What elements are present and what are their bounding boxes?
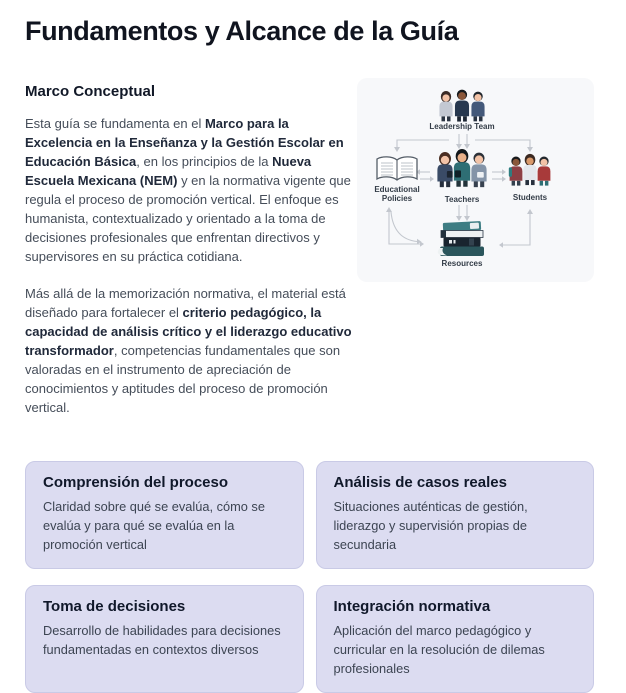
- open-book-icon: [377, 157, 417, 180]
- card-title: Toma de decisiones: [43, 598, 186, 616]
- card-title: Integración normativa: [333, 598, 491, 616]
- card-body: Aplicación del marco pedagógico y curricular en la resolución de dilemas profesionales: [333, 623, 545, 677]
- label-resources: Resources: [441, 259, 483, 269]
- card-comprension-del-proceso: [25, 461, 304, 569]
- card-body: Desarrollo de habilidades para decisiones fundamentadas en contextos diversos: [43, 623, 281, 658]
- label-leadership-team: Leadership Team: [429, 122, 495, 132]
- label-educational-policies: Educational Policies: [374, 185, 420, 204]
- card-toma-de-decisiones: [25, 585, 304, 693]
- content-columns: [25, 83, 594, 435]
- section-heading: Marco Conceptual: [25, 83, 156, 101]
- paragraph-1: Esta guía se fundamenta en el Marco para la Excelencia en la Enseñanza y la Gestión Escolar en Educación Básica, en los principios de la Nueva Escuela Mexicana (NEM) y en la normativa vigente que regula el proceso de promoción vertical. El enfoque es humanista, contextualizado y orientado a la toma de decisiones profesionales que enfrentan directivos y supervisores en su práctica cotidiana.: [25, 116, 351, 265]
- education-diagram: [357, 78, 594, 282]
- feature-cards: [25, 461, 594, 693]
- card-body: Situaciones auténticas de gestión, liderazgo y supervisión propias de secundaria: [333, 499, 528, 553]
- card-analisis-de-casos-reales: [316, 461, 595, 569]
- students-icon: [509, 154, 551, 186]
- card-title: Análisis de casos reales: [333, 474, 507, 492]
- label-teachers: Teachers: [444, 195, 480, 205]
- label-students: Students: [512, 193, 548, 203]
- card-integracion-normativa: [316, 585, 595, 693]
- paragraph-2: Más allá de la memorización normativa, el material está diseñado para fortalecer el criterio pedagógico, la capacidad de análisis crítico y el liderazgo educativo transformador, competencias fundamentales que son valoradas en el instrumento de apreciación de conocimientos y aptitudes del proceso de promoción vertical.: [25, 286, 352, 416]
- illustration-column: [357, 78, 594, 435]
- books-stack-icon: [438, 221, 484, 256]
- leadership-team-icon: [439, 90, 484, 122]
- text-column: [25, 83, 357, 435]
- card-body: Claridad sobre qué se evalúa, cómo se evalúa y para qué se evalúa en la promoción vertical: [43, 499, 265, 553]
- page-title: Fundamentos y Alcance de la Guía: [25, 16, 459, 46]
- card-title: Comprensión del proceso: [43, 474, 229, 492]
- teachers-icon: [437, 149, 486, 187]
- education-diagram-art: [357, 78, 594, 282]
